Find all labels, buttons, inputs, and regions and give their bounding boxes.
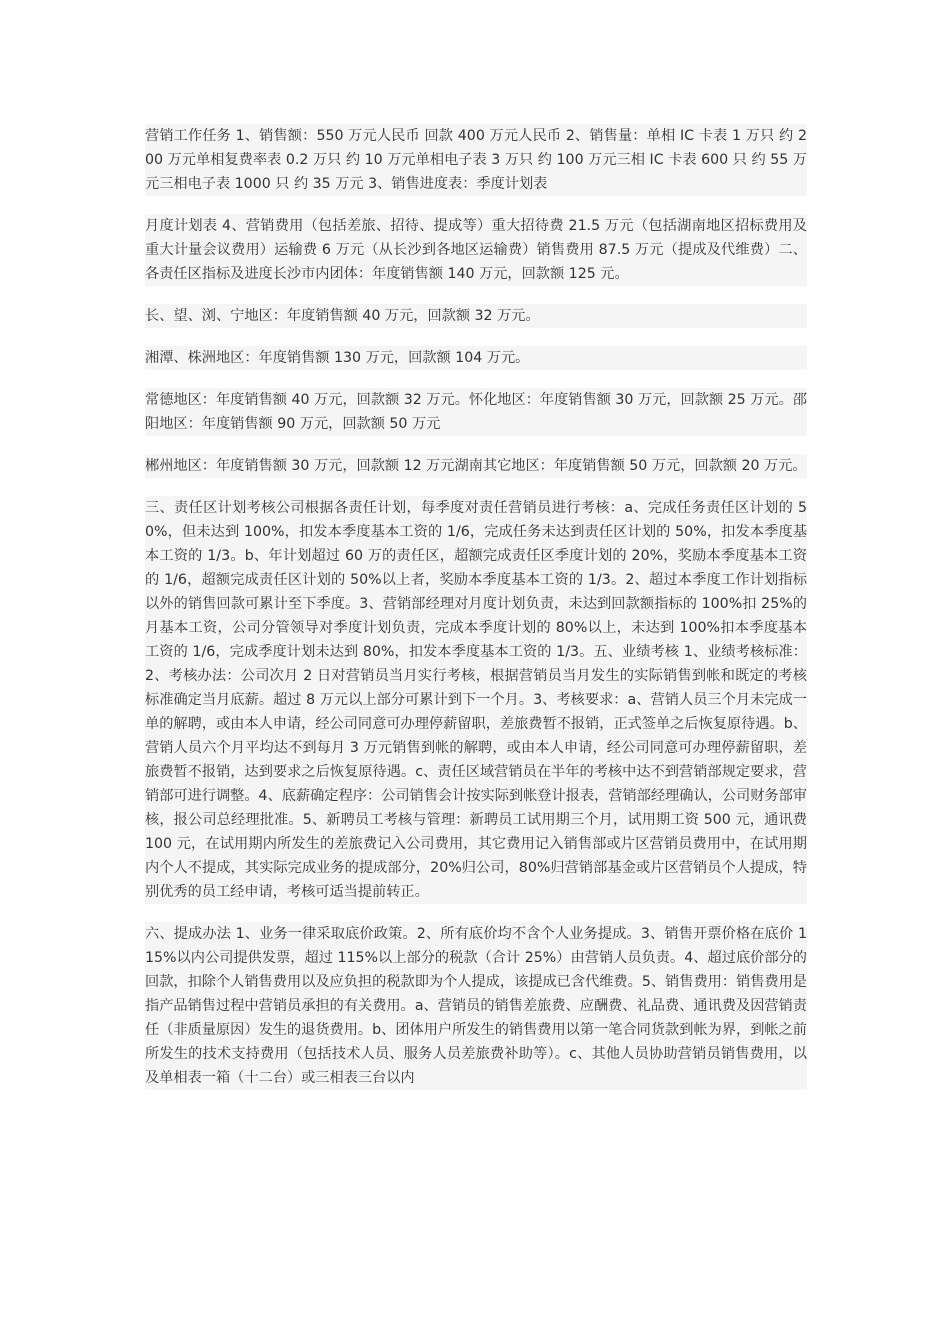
paragraph-region-xiangtan-zhuzhou: 湘潭、株洲地区：年度销售额 130 万元，回款额 104 万元。	[145, 346, 807, 370]
paragraph-gap	[145, 478, 807, 496]
paragraph-sales-targets: 营销工作任务 1、销售额：550 万元人民币 回款 400 万元人民币 2、销售量：单相 IC 卡表 1 万只 约 200 万元单相复费率表 0.2 万只 约 10 万元单相电子表 3 万只 约 100 万元三相 IC 卡表 600 只 约 55 万元三相电子表 1000 只 约 35 万元 3、销售进度表：季度计划表	[145, 124, 807, 196]
document-body	[145, 124, 807, 1090]
paragraph-commission: 六、提成办法 1、业务一律采取底价政策。2、所有底价均不含个人业务提成。3、销售开票价格在底价 115%以内公司提供发票，超过 115%以上部分的税款（合计 25%）由营销人员负责。4、超过底价部分的回款，扣除个人销售费用以及应负担的税款即为个人提成，该提成已含代维费。5、销售费用：销售费用是指产品销售过程中营销员承担的有关费用。a、营销员的销售差旅费、应酬费、礼品费、通讯费及因营销责任（非质量原因）发生的退货费用。b、团体用户所发生的销售费用以第一笔合同货款到帐为界，到帐之前所发生的技术支持费用（包括技术人员、服务人员差旅费补助等）。c、其他人员协助营销员销售费用，以及单相表一箱（十二台）或三相表三台以内	[145, 922, 807, 1090]
paragraph-region-changde-huaihua-shaoyang: 常德地区：年度销售额 40 万元，回款额 32 万元。怀化地区：年度销售额 30 万元，回款额 25 万元。邵阳地区：年度销售额 90 万元，回款额 50 万元	[145, 388, 807, 436]
paragraph-region-changwangliuning: 长、望、浏、宁地区：年度销售额 40 万元，回款额 32 万元。	[145, 304, 807, 328]
paragraph-gap	[145, 904, 807, 922]
paragraph-region-chenzhou-others: 郴州地区：年度销售额 30 万元，回款额 12 万元湖南其它地区：年度销售额 50 万元，回款额 20 万元。	[145, 454, 807, 478]
paragraph-gap	[145, 196, 807, 214]
paragraph-assessment: 三、责任区计划考核公司根据各责任计划，每季度对责任营销员进行考核：a、完成任务责任区计划的 50%，但未达到 100%，扣发本季度基本工资的 1/6，完成任务未达到责任区计划的 50%，扣发本季度基本工资的 1/3。b、年计划超过 60 万的责任区，超额完成责任区季度计划的 20%，奖励本季度基本工资的 1/6，超额完成责任区计划的 50%以上者，奖励本季度基本工资的 1/3。2、超过本季度工作计划指标以外的销售回款可累计至下季度。3、营销部经理对月度计划负责，未达到回款额指标的 100%扣 25%的月基本工资，公司分管领导对季度计划负责，完成本季度计划的 80%以上，未达到 100%扣本季度基本工资的 1/6，完成季度计划未达到 80%，扣发本季度基本工资的 1/3。五、业绩考核 1、业绩考核标准：2、考核办法：公司次月 2 日对营销员当月实行考核，根据营销员当月发生的实际销售到帐和既定的考核标准确定当月底薪。超过 8 万元以上部分可累计到下一个月。3、考核要求：a、营销人员三个月未完成一单的解聘，或由本人申请，经公司同意可办理停薪留职，差旅费暂不报销，正式签单之后恢复原待遇。b、营销人员六个月平均达不到每月 3 万元销售到帐的解聘，或由本人申请，经公司同意可办理停薪留职，差旅费暂不报销，达到要求之后恢复原待遇。c、责任区域营销员在半年的考核中达不到营销部规定要求，营销部可进行调整。4、底薪确定程序：公司销售会计按实际到帐登计报表，营销部经理确认，公司财务部审核，报公司总经理批准。5、新聘员工考核与管理：新聘员工试用期三个月，试用期工资 500 元，通讯费 100 元，在试用期内所发生的差旅费记入公司费用，其它费用记入销售部或片区营销员费用中，在试用期内个人不提成，其实际完成业务的提成部分，20%归公司，80%归营销部基金或片区营销员个人提成，特别优秀的员工经申请，考核可适当提前转正。	[145, 496, 807, 904]
paragraph-marketing-costs: 月度计划表 4、营销费用（包括差旅、招待、提成等）重大招待费 21.5 万元（包括湖南地区招标费用及重大计量会议费用）运输费 6 万元（从长沙到各地区运输费）销售费用 87.5 万元（提成及代维费）二、各责任区指标及进度长沙市内团体：年度销售额 140 万元，回款额 125 元。	[145, 214, 807, 286]
paragraph-gap	[145, 286, 807, 304]
paragraph-gap	[145, 370, 807, 388]
paragraph-gap	[145, 436, 807, 454]
paragraph-gap	[145, 328, 807, 346]
